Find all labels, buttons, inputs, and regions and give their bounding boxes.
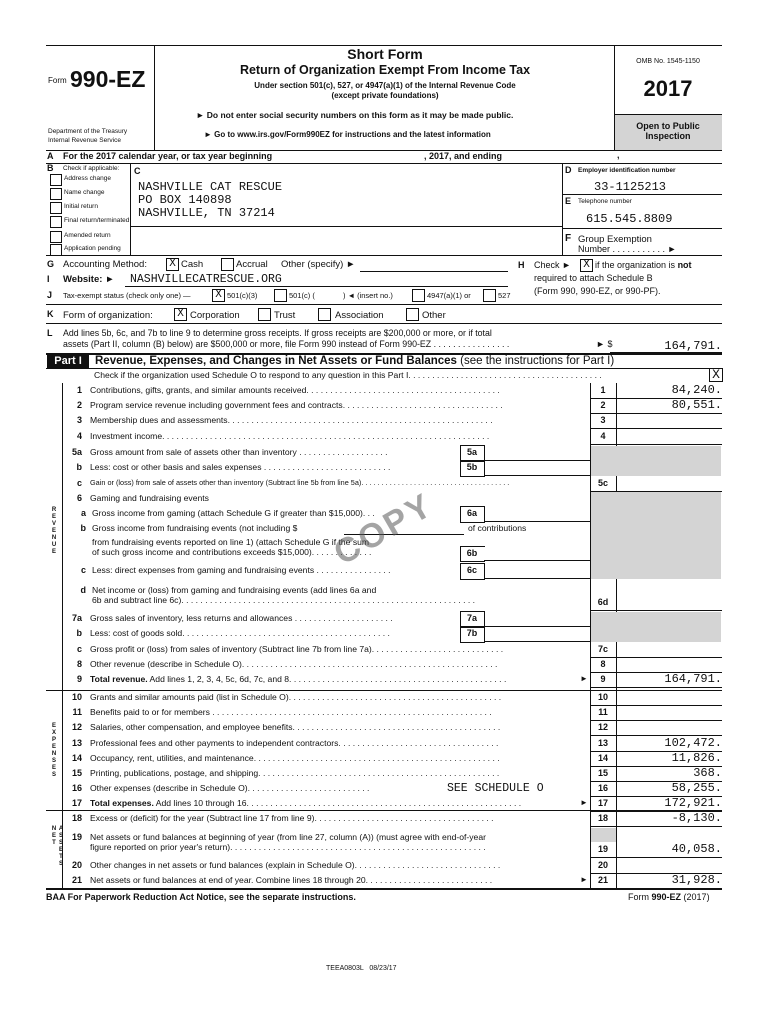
arrow-icon: ► bbox=[204, 130, 215, 139]
ssn-note: ► Do not enter social security numbers on this form as it may be made public. bbox=[196, 110, 514, 120]
section-c-letter: C bbox=[134, 166, 141, 176]
line-a-text: For the 2017 calendar year, or tax year beginning bbox=[63, 151, 273, 161]
line-text: Professional fees and other payments to independent contractors. . . . . . . . . . . . . . . . . . . . . . . . . . . . . . . . . . bbox=[90, 738, 499, 748]
line-l-text1: Add lines 5b, 6c, and 7b to line 9 to determine gross receipts. If gross receipts are $200,000 or more, or if total bbox=[63, 328, 492, 338]
line-number: 8 bbox=[76, 659, 82, 669]
section-b-checkbox[interactable] bbox=[50, 202, 62, 214]
line-number: 13 bbox=[71, 738, 82, 748]
line-j-label: Tax-exempt status (check only one) — bbox=[63, 291, 191, 300]
line-text: Gross amount from sale of assets other than inventory . . . . . . . . . . . . . . . . . . . bbox=[90, 447, 388, 457]
org-name: NASHVILLE CAT RESCUE bbox=[138, 180, 283, 194]
4947-label: 4947(a)(1) or bbox=[427, 291, 471, 300]
other-org-checkbox[interactable] bbox=[406, 308, 419, 321]
sub-box-label: 7b bbox=[466, 628, 478, 638]
other-org-label: Other bbox=[422, 310, 446, 321]
line-number: c bbox=[76, 644, 82, 654]
line-text-continued: figure reported on prior year's return). . . . . . . . . . . . . . . . . . . . . . . . . . . . . . . . . . . . . . . . . . . . . . . . . . . . . . bbox=[90, 842, 486, 852]
cash-checkbox[interactable]: X bbox=[166, 258, 179, 271]
association-checkbox[interactable] bbox=[318, 308, 331, 321]
line-text-continued: of such gross income and contributions exceeds $15,000). . . . . . . . . . . . . bbox=[92, 547, 372, 557]
assets-side-label: A S S E T S bbox=[58, 826, 64, 867]
501c-label: 501(c) ( bbox=[289, 291, 315, 300]
line-text: Other changes in net assets or fund balances (explain in Schedule O). . . . . . . . . . . . . . . . . . . . . . . . . . . . . . . bbox=[90, 860, 501, 870]
sub-box-label: 5a bbox=[466, 447, 477, 457]
title-return: Return of Organization Exempt From Income Tax bbox=[239, 63, 531, 77]
sub-box-label: 6a bbox=[466, 508, 477, 518]
revenue-side-label: R E V E N U E bbox=[51, 507, 57, 555]
arrow-icon: ► bbox=[345, 259, 356, 270]
copy-watermark: COPY bbox=[327, 485, 441, 573]
cash-label: Cash bbox=[181, 259, 204, 270]
line-text: Excess or (deficit) for the year (Subtract line 17 from line 9). . . . . . . . . . . . . . . . . . . . . . . . . . . . . . . . . . . . . . bbox=[90, 813, 494, 823]
section-b-label: Check if applicable: bbox=[63, 165, 120, 172]
line-number: 19 bbox=[71, 832, 82, 842]
phone-value: 615.545.8809 bbox=[586, 212, 673, 226]
subtitle-except: (except private foundations) bbox=[331, 91, 439, 100]
section-b-item-label: Initial return bbox=[64, 203, 98, 210]
line-g-letter: G bbox=[47, 259, 55, 269]
line-number: 1 bbox=[76, 385, 82, 395]
section-b-checkbox[interactable] bbox=[50, 244, 62, 256]
insert-no-label: ) ◄ (insert no.) bbox=[343, 291, 393, 300]
section-d-label: Employer identification number bbox=[578, 167, 676, 174]
line-box-number: 9 bbox=[600, 674, 606, 684]
section-f-number: Number . . . . . . . . . . . ► bbox=[578, 244, 677, 254]
501c3-label: 501(c)(3) bbox=[227, 291, 258, 300]
schedule-o-checkbox[interactable]: X bbox=[709, 368, 723, 382]
line-amount[interactable]: 368. bbox=[693, 766, 722, 780]
accrual-label: Accrual bbox=[236, 259, 268, 270]
line-h-line3: (Form 990, 990-EZ, or 990-PF). bbox=[534, 286, 661, 296]
arrow-icon: ► bbox=[596, 339, 605, 349]
line-box-number: 11 bbox=[598, 707, 608, 717]
line-amount[interactable]: 40,058. bbox=[671, 842, 722, 856]
line-text: Net assets or fund balances at end of year. Combine lines 18 through 20. . . . . . . . . . . . . . . . . . . . . . . . . . . bbox=[90, 875, 493, 885]
line-a-end: , bbox=[617, 150, 620, 160]
line-h-text2: if the organization is not bbox=[595, 260, 692, 270]
line-box-number: 17 bbox=[597, 798, 608, 808]
schedule-o-check-text: Check if the organization used Schedule O to respond to any question in this Part I. . . . . . . . . . . . . . . . . . . . . . . . . . . . . . . . . . . . . . . . . bbox=[94, 370, 602, 380]
line-box-number: 4 bbox=[600, 431, 606, 441]
line-a-mid: , 2017, and ending bbox=[424, 151, 503, 161]
line-l-dollar: ► $ bbox=[596, 339, 613, 349]
irs-text: Internal Revenue Service bbox=[48, 137, 121, 144]
dept-text: Department of the Treasury bbox=[48, 128, 128, 135]
line-l-text2: assets (Part II, column (B) below) are $500,000 or more, file Form 990 instead of Form 990-EZ . . . . . . . . . . . . . . . . bbox=[63, 339, 510, 349]
line-text: Occupancy, rent, utilities, and maintenance. . . . . . . . . . . . . . . . . . . . . . . . . . . . . . . . . . . . . . . . . . . . . . . . . . . . bbox=[90, 753, 500, 763]
line-amount[interactable]: 84,240. bbox=[671, 383, 722, 397]
line-amount[interactable]: 172,921. bbox=[664, 796, 722, 810]
schedule-b-checkbox[interactable]: X bbox=[580, 259, 593, 272]
arrow-icon: ► bbox=[196, 110, 207, 120]
line-box-number: 16 bbox=[597, 783, 608, 793]
section-b-item-label: Amended return bbox=[64, 232, 111, 239]
line-text: Gross income from gaming (attach Schedule G if greater than $15,000). . . bbox=[92, 508, 375, 518]
association-label: Association bbox=[335, 310, 384, 321]
of-contributions-label: of contributions bbox=[468, 523, 527, 533]
sub-box-label: 5b bbox=[466, 462, 478, 472]
line-box-number: 18 bbox=[597, 813, 608, 823]
line-number: b bbox=[76, 462, 82, 472]
line-text: Membership dues and assessments. . . . . . . . . . . . . . . . . . . . . . . . . . . . . . . . . . . . . . . . . . . . . . . . . . . . . . . . bbox=[90, 415, 493, 425]
line-box-number: 2 bbox=[600, 400, 606, 410]
corporation-checkbox[interactable]: X bbox=[174, 308, 187, 321]
ein-value: 33-1125213 bbox=[594, 180, 667, 194]
line-text: Gross sales of inventory, less returns and allowances . . . . . . . . . . . . . . . . . . . . . bbox=[90, 613, 393, 623]
line-text: Gaming and fundraising events bbox=[90, 493, 209, 503]
line-h-letter: H bbox=[518, 260, 525, 270]
section-d-letter: D bbox=[565, 165, 572, 175]
line-number: 9 bbox=[76, 674, 82, 684]
corporation-label: Corporation bbox=[190, 310, 240, 321]
inspection: Inspection bbox=[645, 131, 691, 141]
section-e-letter: E bbox=[565, 196, 572, 206]
other-method-field[interactable] bbox=[360, 271, 508, 272]
4947-checkbox[interactable] bbox=[412, 289, 425, 302]
arrow-icon: ► bbox=[580, 674, 588, 683]
line-box-number: 8 bbox=[600, 659, 606, 669]
line-amount[interactable]: -8,130. bbox=[671, 811, 722, 825]
schedule-o-reference: SEE SCHEDULE O bbox=[447, 782, 544, 795]
line-i-letter: I bbox=[47, 274, 50, 284]
section-b-item-label: Address change bbox=[64, 175, 111, 182]
section-b-item-label: Final return/terminated bbox=[64, 217, 130, 224]
line-number: b bbox=[80, 523, 86, 533]
line-g-text: Accounting Method: bbox=[63, 259, 147, 270]
line-number: 10 bbox=[71, 692, 82, 702]
line-number: c bbox=[76, 478, 82, 488]
subtitle-section: Under section 501(c), 527, or 4947(a)(1) of the Internal Revenue Code bbox=[254, 81, 516, 90]
line-text: Grants and similar amounts paid (list in Schedule O). . . . . . . . . . . . . . . . . . . . . . . . . . . . . . . . . . . . . . . . . . . . . bbox=[90, 692, 502, 702]
line-box-number: 13 bbox=[597, 738, 608, 748]
part1-title: Revenue, Expenses, and Changes in Net Assets or Fund Balances (see the instructions for Part I) bbox=[95, 355, 615, 367]
gross-receipts-amount: 164,791. bbox=[664, 339, 722, 353]
trust-checkbox[interactable] bbox=[258, 308, 271, 321]
section-b-checkbox[interactable] bbox=[50, 231, 62, 243]
line-box-number: 10 bbox=[597, 692, 608, 702]
line-number: 12 bbox=[71, 722, 82, 732]
section-b-checkbox[interactable] bbox=[50, 174, 62, 186]
line-amount[interactable]: 11,826. bbox=[671, 751, 722, 765]
line-number: a bbox=[80, 508, 86, 518]
trust-label: Trust bbox=[274, 310, 296, 321]
line-number: 5a bbox=[71, 447, 82, 457]
arrow-icon: ► bbox=[105, 274, 115, 285]
line-box-number: 19 bbox=[597, 844, 608, 854]
line-box-number: 12 bbox=[597, 722, 608, 732]
org-address: PO BOX 140898 bbox=[138, 193, 232, 207]
line-amount[interactable]: 80,551. bbox=[671, 398, 722, 412]
line-text: Net assets or fund balances at beginning of year (from line 27, column (A)) (must agree with end-of-year bbox=[90, 832, 486, 842]
line-text: Benefits paid to or for members . . . . . . . . . . . . . . . . . . . . . . . . . . . . . . . . . . . . . . . . . . . . . . . . . . . . . . . . . . . bbox=[90, 707, 492, 717]
line-number: 11 bbox=[72, 707, 82, 717]
line-box-number: 15 bbox=[597, 768, 608, 778]
line-text: Program service revenue including government fees and contracts. . . . . . . . . . . . . . . . . . . . . . . . . . . . . . . . . . bbox=[90, 400, 503, 410]
baa-note: BAA For Paperwork Reduction Act Notice, see the separate instructions. bbox=[46, 892, 356, 902]
line-h-text: Check ► bbox=[534, 260, 571, 270]
part1-label: Part I bbox=[54, 355, 82, 367]
expenses-side-label: E X P E N S E S bbox=[51, 723, 57, 778]
line-l-letter: L bbox=[47, 328, 53, 338]
line-j-letter: J bbox=[47, 290, 53, 300]
sub-box-label: 6c bbox=[466, 565, 477, 575]
arrow-icon: ► bbox=[667, 244, 677, 254]
line-number: 18 bbox=[71, 813, 82, 823]
line-text: Other expenses (describe in Schedule O). . . . . . . . . . . . . . . . . . . . . . . . . . bbox=[90, 783, 370, 793]
line-h-line2: required to attach Schedule B bbox=[534, 273, 653, 283]
line-number: 20 bbox=[71, 860, 82, 870]
line-text: Gain or (loss) from sale of assets other than inventory (Subtract line 5b from line 5a). . . . . . . . . . . . . . . . . . . . . . . . . . . . . . . . . . . . . bbox=[90, 478, 510, 487]
line-text-continued: 6b and subtract line 6c). . . . . . . . . . . . . . . . . . . . . . . . . . . . . . . . . . . . . . . . . . . . . . . . . . . . . . . . . . . . . . bbox=[92, 595, 476, 605]
line-box-number: 6d bbox=[597, 597, 609, 607]
accrual-checkbox[interactable] bbox=[221, 258, 234, 271]
sub-box-label: 6b bbox=[466, 548, 478, 558]
line-number: 16 bbox=[71, 783, 82, 793]
line-text: Salaries, other compensation, and employee benefits. . . . . . . . . . . . . . . . . . . . . . . . . . . . . . . . . . . . . . . . . . . . bbox=[90, 722, 501, 732]
section-b-item-label: Name change bbox=[64, 189, 105, 196]
line-box-number: 7c bbox=[597, 644, 608, 654]
arrow-icon: ► bbox=[580, 798, 588, 807]
line-box-number: 1 bbox=[600, 385, 606, 395]
line-text: Less: cost of goods sold. . . . . . . . . . . . . . . . . . . . . . . . . . . . . . . . . . . . . . . . . . . . bbox=[90, 628, 390, 638]
line-text: Net income or (loss) from gaming and fundraising events (add lines 6a and bbox=[92, 585, 377, 595]
org-city: NASHVILLE, TN 37214 bbox=[138, 206, 275, 220]
line-number: 14 bbox=[71, 753, 82, 763]
sub-box-label: 7a bbox=[466, 613, 477, 623]
line-box-number: 21 bbox=[597, 875, 608, 885]
527-label: 527 bbox=[498, 291, 511, 300]
527-checkbox[interactable] bbox=[483, 289, 496, 302]
line-k-letter: K bbox=[47, 309, 54, 319]
501c-checkbox[interactable] bbox=[274, 289, 287, 302]
line-text: Total revenue. Add lines 1, 2, 3, 4, 5c, 6d, 7c, and 8. . . . . . . . . . . . . . . . . . . . . . . . . . . . . . . . . . . . . . . . . . . . . . bbox=[90, 674, 507, 684]
line-amount[interactable]: 31,928. bbox=[671, 873, 722, 887]
form-ref: Form 990-EZ (2017) bbox=[628, 892, 710, 902]
line-number: 17 bbox=[71, 798, 82, 808]
line-number: 15 bbox=[71, 768, 82, 778]
line-box-number: 14 bbox=[597, 753, 608, 763]
line-text: Total expenses. Add lines 10 through 16. . . . . . . . . . . . . . . . . . . . . . . . . . . . . . . . . . . . . . . . . . . . . . . . . . . . . . . . . . bbox=[90, 798, 522, 808]
line-text: Gross profit or (loss) from sales of inventory (Subtract line 7b from line 7a). . . . . . . . . . . . . . . . . . . . . . . . . . . . bbox=[90, 644, 504, 654]
arrow-icon: ► bbox=[580, 875, 588, 884]
section-f-letter: F bbox=[565, 233, 572, 244]
section-b-checkbox[interactable] bbox=[50, 216, 62, 228]
line-amount[interactable]: 102,472. bbox=[664, 736, 722, 750]
website-label: Website: ► bbox=[63, 274, 115, 285]
other-method-label: Other (specify) ► bbox=[281, 259, 356, 270]
line-text: Other revenue (describe in Schedule O). . . . . . . . . . . . . . . . . . . . . . . . . . . . . . . . . . . . . . . . . . . . . . . . . . . . . . bbox=[90, 659, 498, 669]
line-number: 3 bbox=[76, 415, 82, 425]
section-f-label: Group Exemption bbox=[578, 234, 652, 245]
arrow-icon: ► bbox=[562, 260, 571, 270]
line-number: c bbox=[80, 565, 86, 575]
line-number: 6 bbox=[76, 493, 82, 503]
line-text: Less: direct expenses from gaming and fundraising events . . . . . . . . . . . . . . . . bbox=[92, 565, 391, 575]
form-prefix: Form bbox=[48, 76, 67, 85]
line-amount[interactable]: 58,255. bbox=[671, 781, 722, 795]
section-b-checkbox[interactable] bbox=[50, 188, 62, 200]
section-e-label: Telephone number bbox=[578, 198, 632, 205]
title-short-form: Short Form bbox=[347, 46, 423, 62]
form-number: 990-EZ bbox=[70, 66, 146, 92]
line-amount[interactable]: 164,791. bbox=[664, 672, 722, 686]
line-text: Printing, publications, postage, and shipping. . . . . . . . . . . . . . . . . . . . . . . . . . . . . . . . . . . . . . . . . . . . . . . . . . . bbox=[90, 768, 500, 778]
line-number: 21 bbox=[71, 875, 82, 885]
line-box-number: 3 bbox=[600, 415, 606, 425]
website-value[interactable]: NASHVILLECATRESCUE.ORG bbox=[130, 273, 282, 286]
omb-number: OMB No. 1545-1150 bbox=[636, 58, 700, 65]
goto-note: ► Go to www.irs.gov/Form990EZ for instructions and the latest information bbox=[204, 130, 491, 139]
tax-year: 2017 bbox=[643, 76, 693, 101]
line-a-letter: A bbox=[47, 151, 54, 161]
open-public: Open to Public bbox=[636, 121, 700, 131]
section-b-item-label: Application pending bbox=[64, 245, 121, 252]
line-box-number: 5c bbox=[597, 478, 608, 488]
page-code: TEEA0803L 08/23/17 bbox=[326, 965, 397, 972]
line-number: d bbox=[80, 585, 86, 595]
line-text: Investment income. . . . . . . . . . . . . . . . . . . . . . . . . . . . . . . . . . . . . . . . . . . . . . . . . . . . . . . . . . . . . . . . . . . . . bbox=[90, 431, 490, 441]
line-number: 4 bbox=[76, 431, 82, 441]
501c3-checkbox[interactable]: X bbox=[212, 289, 225, 302]
line-box-number: 20 bbox=[597, 860, 608, 870]
line-text-continued: from fundraising events reported on line 1) (attach Schedule G if the sum bbox=[92, 537, 370, 547]
line-number: 2 bbox=[76, 400, 82, 410]
section-b-letter: B bbox=[47, 163, 54, 173]
line-number: b bbox=[76, 628, 82, 638]
line-text: Gross income from fundraising events (not including $ bbox=[92, 523, 298, 533]
net-assets-side-label: N E T bbox=[51, 826, 57, 846]
line-number: 7a bbox=[71, 613, 82, 623]
line-text: Less: cost or other basis and sales expenses . . . . . . . . . . . . . . . . . . . . . . . . . . . bbox=[90, 462, 391, 472]
line-text: Contributions, gifts, grants, and similar amounts received. . . . . . . . . . . . . . . . . . . . . . . . . . . . . . . . . . . . . . . . . bbox=[90, 385, 500, 395]
line-k-label: Form of organization: bbox=[63, 310, 153, 321]
